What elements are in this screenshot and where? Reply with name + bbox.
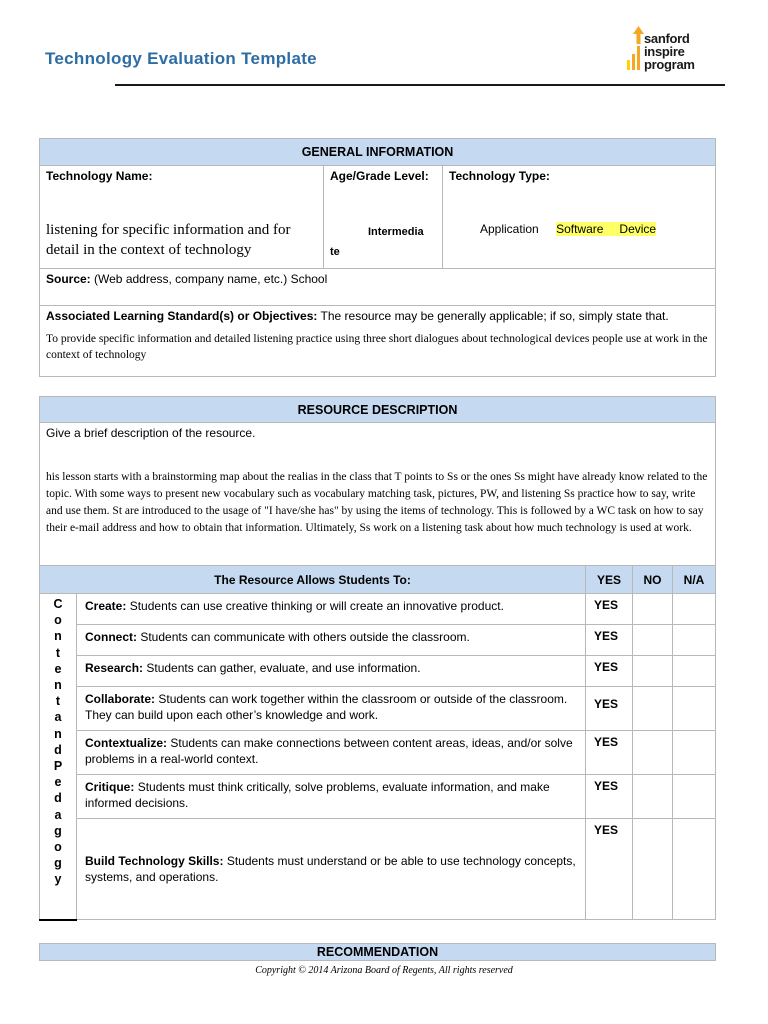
- criterion-yes: YES: [586, 625, 633, 656]
- criterion-na: [673, 625, 716, 656]
- criterion-na: [673, 775, 716, 819]
- type-device-highlight: Device: [619, 222, 657, 236]
- logo-bars-icon: [626, 24, 646, 74]
- criterion-row: Create: Students can use creative thinking or will create an innovative product.: [77, 594, 586, 625]
- criterion-row: Connect: Students can communicate with others outside the classroom.: [77, 625, 586, 656]
- type-software-highlight: Software: [556, 222, 619, 236]
- vertical-letter: t: [55, 694, 61, 709]
- source-value: School: [290, 272, 328, 286]
- vertical-letter: t: [55, 645, 61, 660]
- age-grade-value-line1: Intermedia: [368, 226, 424, 238]
- vertical-letter: g: [54, 823, 62, 838]
- source-hint: (Web address, company name, etc.): [94, 272, 288, 286]
- technology-name-label: Technology Name:: [46, 169, 153, 183]
- criterion-no: [633, 819, 673, 920]
- criterion-no: [633, 687, 673, 731]
- vertical-letter: P: [53, 759, 63, 774]
- vertical-letter: C: [53, 597, 63, 611]
- criterion-no: [633, 594, 673, 625]
- standards-value: To provide specific information and detailed listening practice using three short dialogues about technological devices people use at work in the context of technology: [46, 333, 708, 361]
- criterion-no: [633, 731, 673, 775]
- criterion-yes: YES: [586, 687, 633, 731]
- document-title: Technology Evaluation Template: [45, 49, 317, 68]
- vertical-letter: e: [54, 661, 62, 676]
- col-no-header: NO: [633, 566, 673, 594]
- vertical-letter: g: [54, 856, 62, 871]
- technology-name-cell: [40, 166, 324, 269]
- vertical-letter: y: [54, 872, 62, 887]
- vertical-letter: n: [54, 629, 62, 644]
- vertical-letter: n: [54, 678, 62, 693]
- criterion-yes: YES: [586, 819, 633, 920]
- age-grade-value-line2: te: [330, 246, 340, 258]
- resource-description-table: [39, 396, 716, 921]
- standards-hint: The resource may be generally applicable; if so, simply state that.: [320, 309, 669, 323]
- criterion-na: [673, 687, 716, 731]
- general-information-heading: GENERAL INFORMATION: [40, 139, 716, 166]
- criterion-yes: YES: [586, 731, 633, 775]
- age-grade-label: Age/Grade Level:: [330, 169, 429, 183]
- technology-type-label: Technology Type:: [449, 169, 550, 183]
- standards-row: [40, 306, 716, 377]
- resource-description-prompt: Give a brief description of the resource.: [46, 426, 256, 440]
- criterion-no: [633, 775, 673, 819]
- recommendation-table: [39, 943, 716, 961]
- copyright-footer: Copyright © 2014 Arizona Board of Regents, All rights reserved: [255, 965, 513, 976]
- criterion-no: [633, 625, 673, 656]
- vertical-letter: a: [54, 710, 62, 725]
- logo-line-1: sanford: [644, 31, 690, 46]
- col-na-header: N/A: [673, 566, 716, 594]
- type-application: Application: [480, 222, 539, 236]
- criterion-na: [673, 731, 716, 775]
- sanford-inspire-logo: [626, 24, 726, 74]
- recommendation-heading: RECOMMENDATION: [40, 944, 716, 961]
- criterion-na: [673, 819, 716, 920]
- content-and-pedagogy-vertical-label: [40, 594, 77, 920]
- age-grade-cell: [324, 166, 443, 269]
- criterion-row: Contextualize: Students can make connections between content areas, ideas, and/or solve problems in a real-world context.: [77, 731, 586, 775]
- vertical-letter: d: [54, 742, 62, 757]
- criterion-row: Build Technology Skills: Students must understand or be able to use technology concepts, systems, and operations.: [77, 819, 586, 920]
- criterion-row: Research: Students can gather, evaluate, and use information.: [77, 656, 586, 687]
- logo-line-3: program: [644, 57, 695, 72]
- criterion-na: [673, 594, 716, 625]
- vertical-letter: a: [54, 807, 62, 822]
- criterion-row: Critique: Students must think critically, solve problems, evaluate information, and make informed decisions.: [77, 775, 586, 819]
- resource-description-heading: RESOURCE DESCRIPTION: [40, 397, 716, 423]
- criterion-yes: YES: [586, 656, 633, 687]
- criterion-row: Collaborate: Students can work together within the classroom or outside of the classroom. They can build upon each other’s knowledge and work.: [77, 687, 586, 731]
- vertical-letter: d: [54, 791, 62, 806]
- vertical-letters: [41, 596, 75, 888]
- vertical-letter: o: [54, 840, 62, 855]
- resource-description-text: his lesson starts with a brainstorming map about the realias in the class that T points to Ss or the ones Ss might have already know related to the topic. With some ways to present new vocabulary such as vocabulary matching task, pictures, PW, and listening Ss practice how to say, write and use them. St are introduced to the usage of "I have/she has" by using the items of technology. This is followed by a WC task on how to say their e-mail address and how to obtain that information. Ultimately, Ss work on a listening task about how much technology is used at work.: [46, 471, 708, 534]
- source-label: Source:: [46, 272, 91, 286]
- source-row: [40, 269, 716, 306]
- technology-type-options: [480, 222, 656, 236]
- vertical-letter: o: [54, 613, 62, 628]
- vertical-letter: e: [54, 775, 62, 790]
- technology-name-value: listening for specific information and for detail in the context of technology: [46, 222, 291, 258]
- allows-heading: The Resource Allows Students To:: [40, 566, 586, 594]
- general-information-table: [39, 138, 716, 377]
- criterion-na: [673, 656, 716, 687]
- criterion-yes: YES: [586, 775, 633, 819]
- col-yes-header: YES: [586, 566, 633, 594]
- vertical-letter: n: [54, 726, 62, 741]
- criterion-yes: YES: [586, 594, 633, 625]
- technology-type-cell: [443, 166, 716, 269]
- criterion-no: [633, 656, 673, 687]
- resource-description-cell: [40, 423, 716, 566]
- standards-label: Associated Learning Standard(s) or Objectives:: [46, 309, 318, 323]
- header-rule: [115, 84, 725, 86]
- logo-line-2: inspire: [644, 44, 685, 59]
